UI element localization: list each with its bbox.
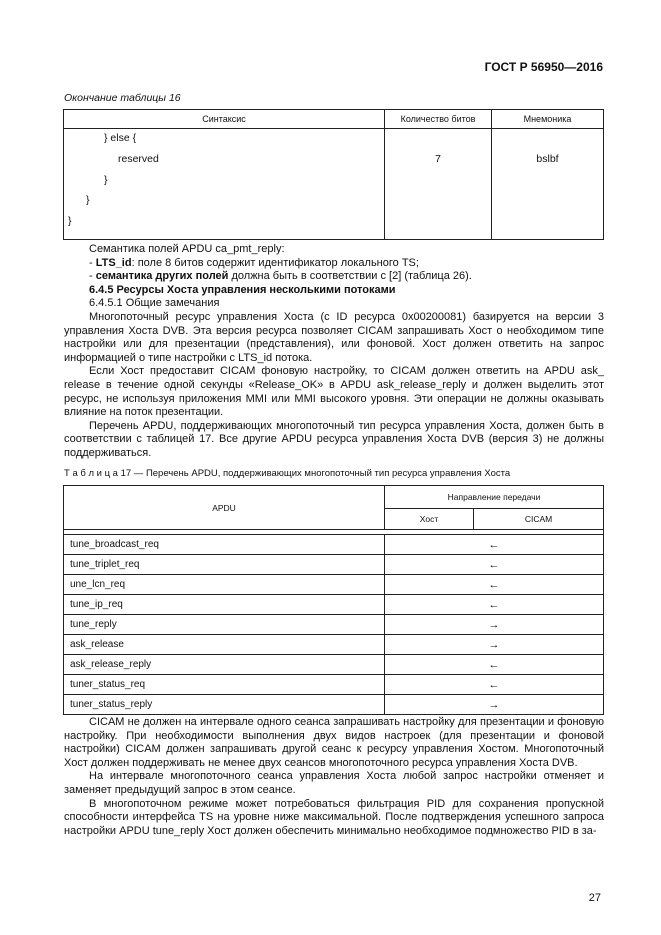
table-row bbox=[64, 635, 604, 655]
col-direction: Направление передачи bbox=[385, 486, 604, 509]
paragraph: CICAM не должен на интервале одного сеанса запрашивать настройку для презентации и фоновую настройку. При необходимости выполнения двух видов настроек (для презентации и фоновой настройки) CICAM должен запрашивать другой сеанс к ресурсу управления Хостом. Многопоточный Хост должен поддерживать не менее двух сеансов многопоточного ресурса управления Хоста DVB. bbox=[64, 716, 604, 769]
paragraph: В многопоточном режиме может потребоваться фильтрация PID для сохранения пропускной способности интерфейса TS на уровне ниже максимальной. После подтверждения успешного запроса настройки APDU tune_reply Хост должен обеспечить минимально необходимое подмножество PID в за- bbox=[64, 797, 604, 837]
table-row bbox=[64, 655, 604, 675]
table-row bbox=[64, 535, 604, 555]
table-16 bbox=[63, 109, 604, 240]
definition: должна быть в соответствии с [2] (таблица 26). bbox=[228, 270, 472, 283]
code-line: } else { bbox=[104, 132, 137, 144]
paragraph: Многопоточный ресурс управления Хоста (с ID ресурса 0x00200081) базируется на версии 3 управления Хоста DVB. Эта версия ресурса позволяет CICAM запрашивать Хост о необходимом типе настройки или для презентации (представления), или фоновой. Хост должен ответить на запрос информацией о типе настройки с LTS_id потока. bbox=[64, 310, 604, 364]
code-line: } bbox=[104, 174, 108, 186]
table17-caption bbox=[64, 468, 510, 479]
table-label: Т а б л и ц а bbox=[64, 468, 118, 479]
semantics-block bbox=[64, 243, 604, 461]
table-17 bbox=[63, 485, 604, 715]
apdu-cell: tune_broadcast_req bbox=[64, 535, 385, 555]
direction-arrow-icon: ← bbox=[385, 595, 604, 615]
col-apdu: APDU bbox=[64, 486, 385, 530]
direction-arrow-icon: → bbox=[385, 615, 604, 635]
col-host: Хост bbox=[385, 509, 474, 530]
table17-title: 17 — Перечень APDU, поддерживающих многопоточный тип ресурса управления Хоста bbox=[117, 468, 511, 479]
direction-arrow-icon: → bbox=[385, 695, 604, 715]
page-number: 27 bbox=[588, 892, 601, 904]
code-line: } bbox=[68, 215, 72, 227]
col-cicam: CICAM bbox=[474, 509, 604, 530]
apdu-cell: ask_release_reply bbox=[64, 655, 385, 675]
apdu-cell: tune_reply bbox=[64, 615, 385, 635]
paragraph: Перечень APDU, поддерживающих многопоточный тип ресурса управления Хоста, должен быть в соответствии с таблицей 17. Все другие APDU ресурса управления Хоста DVB (версия 3) не должны поддерживаться. bbox=[64, 419, 604, 459]
table16-caption: Окончание таблицы 16 bbox=[64, 92, 181, 104]
direction-arrow-icon: ← bbox=[385, 575, 604, 595]
direction-arrow-icon: ← bbox=[385, 655, 604, 675]
table-row bbox=[64, 555, 604, 575]
table-row bbox=[64, 695, 604, 715]
section-title: 6.4.5 Ресурсы Хоста управления несколькими потоками bbox=[89, 283, 396, 296]
table-row bbox=[64, 575, 604, 595]
direction-arrow-icon: ← bbox=[385, 535, 604, 555]
apdu-cell: une_lcn_req bbox=[64, 575, 385, 595]
table-row bbox=[64, 675, 604, 695]
code-line: } bbox=[86, 194, 90, 206]
table-row bbox=[64, 595, 604, 615]
bits-cell: 7 bbox=[385, 129, 492, 240]
mnemonic-cell: bslbf bbox=[492, 129, 604, 240]
paragraph: На интервале многопоточного сеанса управления Хоста любой запрос настройки отменяет и заменяет предыдущий запрос в этом сеансе. bbox=[64, 770, 604, 796]
syntax-cell bbox=[64, 129, 385, 240]
direction-arrow-icon: ← bbox=[385, 675, 604, 695]
table-row bbox=[64, 615, 604, 635]
paragraph: Если Хост предоставит CICAM фоновую настройку, то CICAM должен ответить на APDU ask_ release в течение одной секунды «Release_OK» в APDU ask_release_reply и должен выделить этот ресурс, не используя приложения MMI или MMI высокого уровня. Эти операции не должны оказывать влияние на поток презентации. bbox=[64, 365, 604, 419]
term: семантика других полей bbox=[95, 270, 229, 283]
apdu-cell: ask_release bbox=[64, 635, 385, 655]
apdu-cell: tuner_status_req bbox=[64, 675, 385, 695]
semantics-intro: Семантика полей APDU ca_pmt_reply: bbox=[89, 243, 285, 255]
apdu-cell: tune_triplet_req bbox=[64, 555, 385, 575]
semantics-item: - семантика других полей должна быть в соответствии с [2] (таблица 26). bbox=[89, 270, 472, 283]
col-mnemonic: Мнемоника bbox=[492, 110, 604, 129]
after-block bbox=[64, 716, 604, 838]
section-subtitle: 6.4.5.1 Общие замечания bbox=[89, 297, 220, 310]
definition: : поле 8 битов содержит идентификатор локального TS; bbox=[131, 256, 419, 269]
col-bits: Количество битов bbox=[385, 110, 492, 129]
col-syntax: Синтаксис bbox=[64, 110, 385, 129]
term: LTS_id bbox=[95, 256, 132, 269]
direction-arrow-icon: → bbox=[385, 635, 604, 655]
apdu-cell: tune_ip_req bbox=[64, 595, 385, 615]
semantics-item: - LTS_id: поле 8 битов содержит идентификатор локального TS; bbox=[89, 256, 419, 269]
direction-arrow-icon: ← bbox=[385, 555, 604, 575]
document-id: ГОСТ Р 56950—2016 bbox=[484, 60, 603, 74]
code-line: reserved bbox=[118, 153, 159, 165]
apdu-cell: tuner_status_reply bbox=[64, 695, 385, 715]
